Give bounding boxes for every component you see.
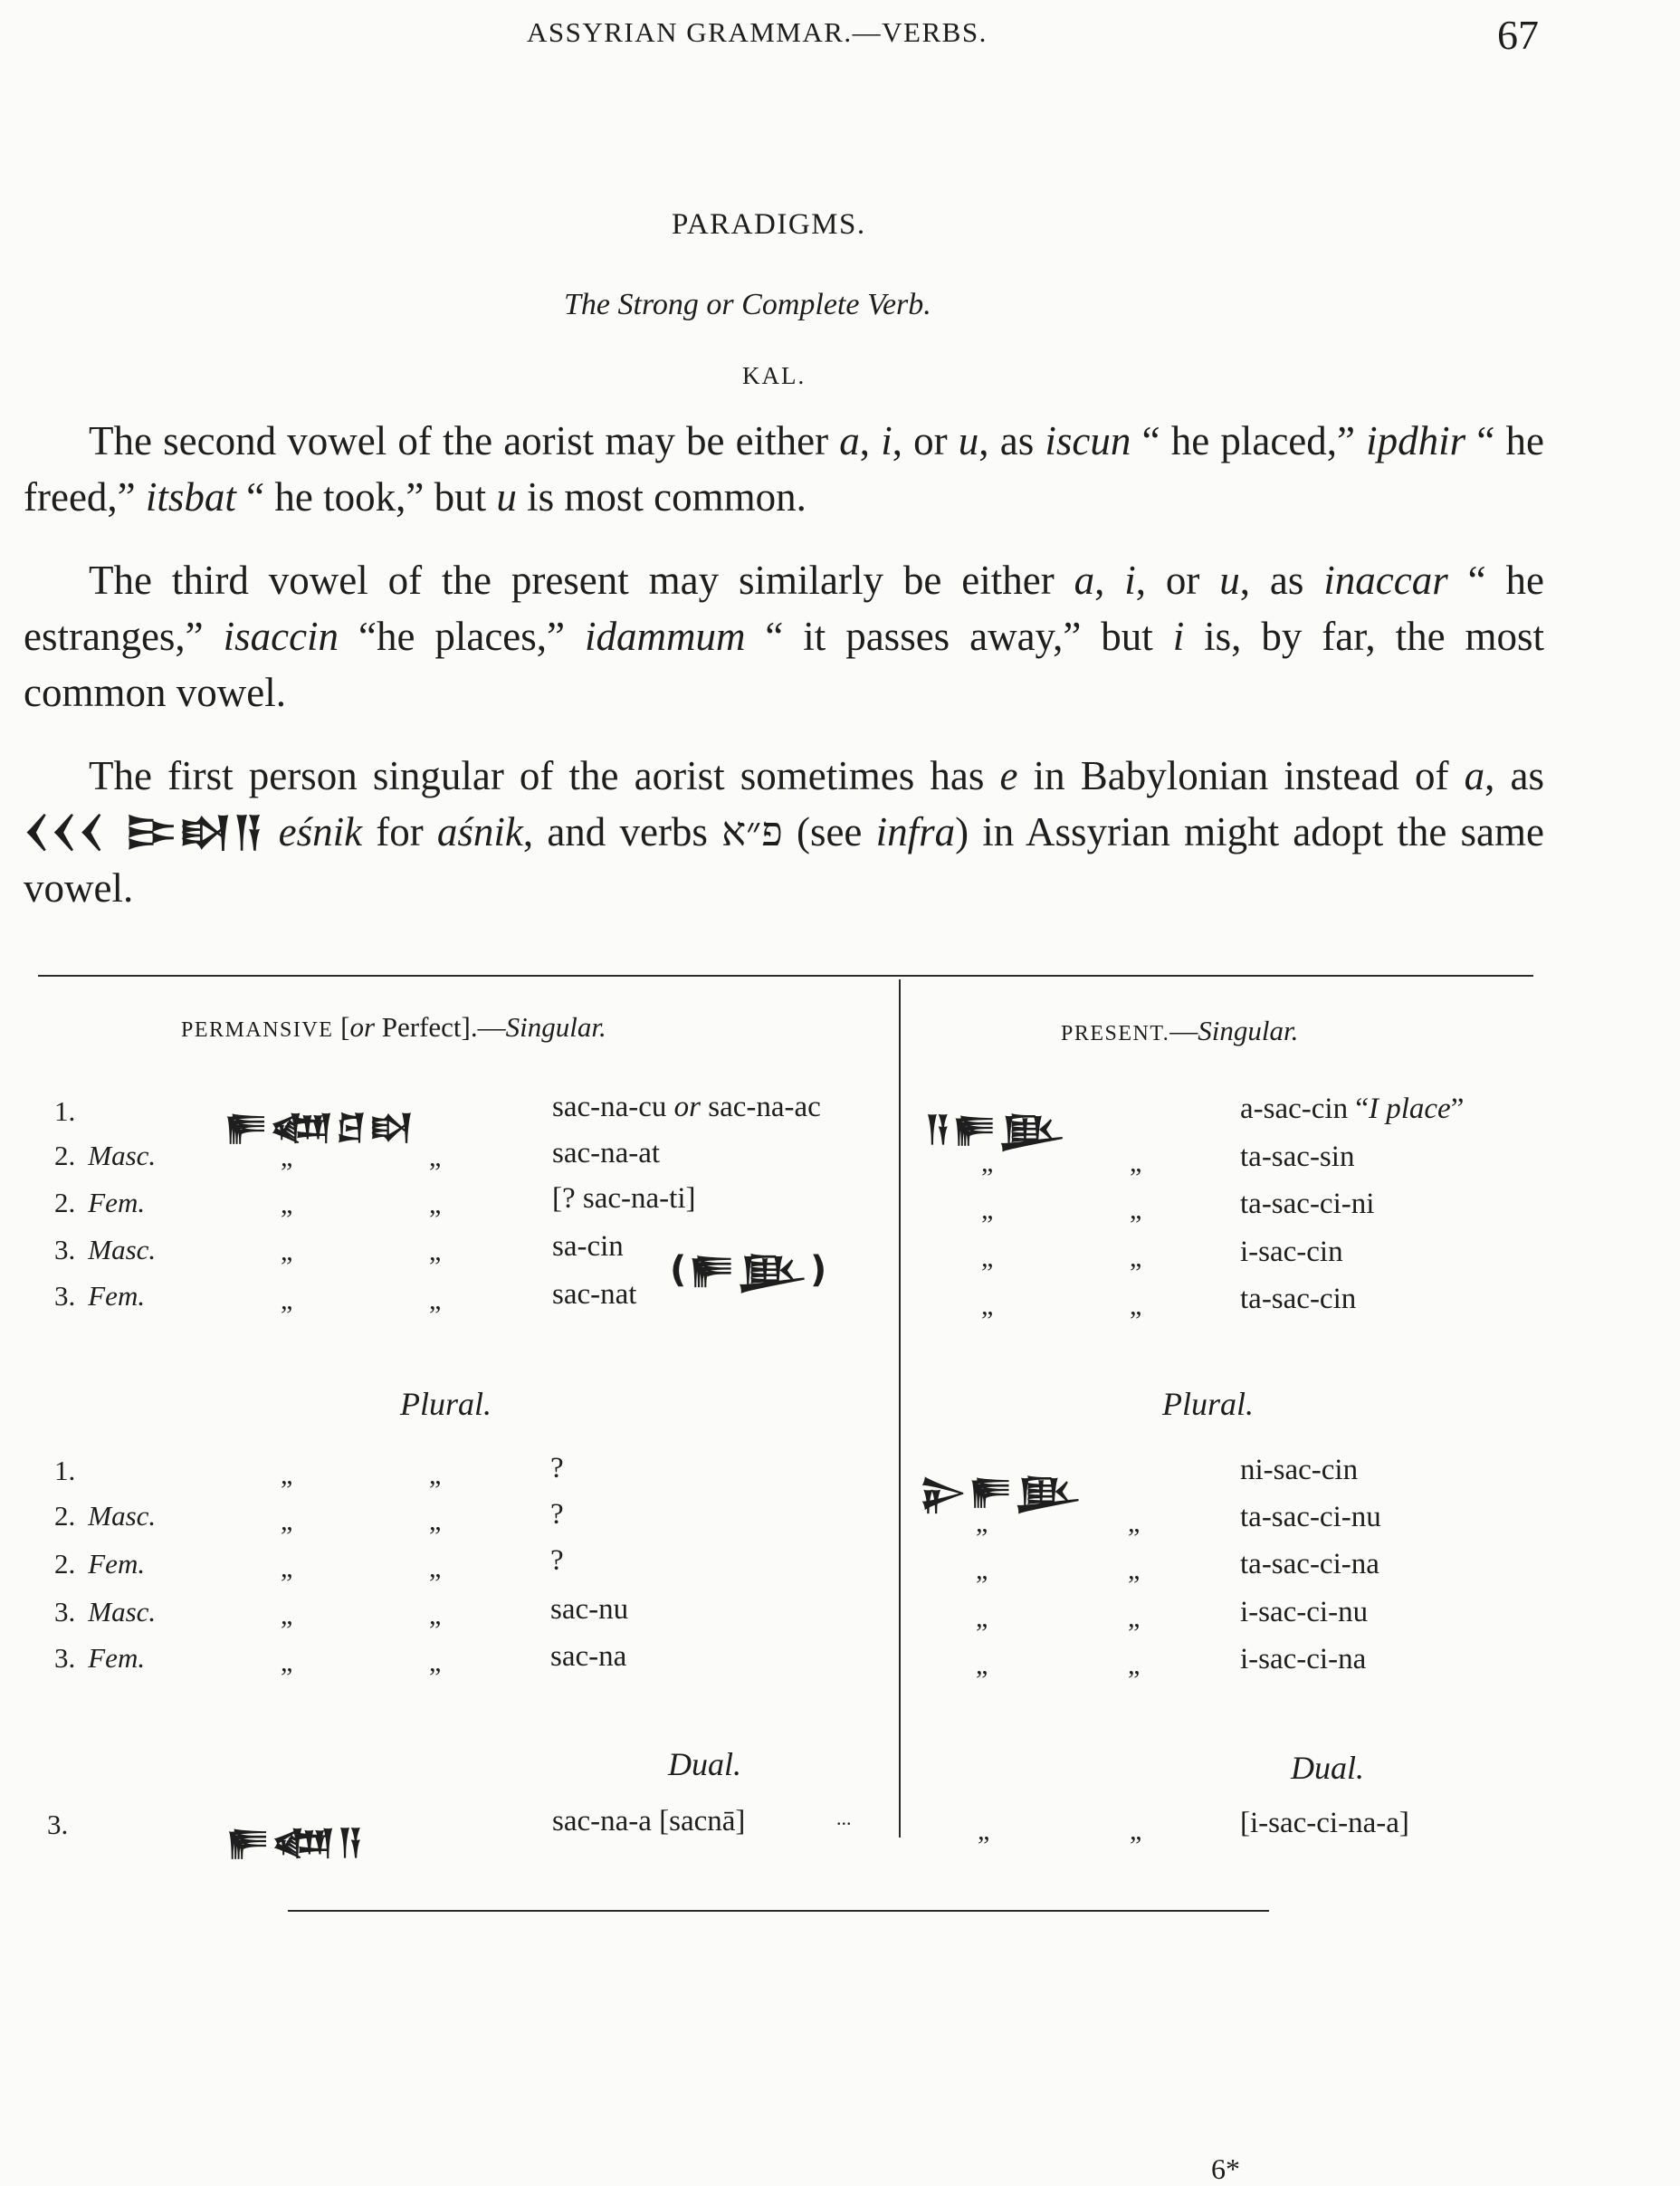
- ditto-mark: „: [429, 1460, 442, 1490]
- ditto-mark: „: [978, 1816, 990, 1846]
- permansive-header: PERMANSIVE [or Perfect].—Singular.: [181, 1011, 606, 1043]
- cuneiform-esnik-glyph: 𒌋𒌋𒌋 𒄿𒊭𒀀: [24, 807, 265, 855]
- present-sg-row1-form: a-sac-cin “I place”: [1240, 1093, 1465, 1125]
- permansive-pl-row4-form: sac-nu: [550, 1593, 629, 1626]
- permansive-sg-row4-form: sa-cin: [552, 1230, 624, 1263]
- permansive-pl-row3-form: ?: [550, 1544, 564, 1577]
- present-header: PRESENT.—Singular.: [1061, 1015, 1299, 1046]
- permansive-pl-row5-form: sac-na: [550, 1640, 627, 1673]
- present-sg-row4-form: i-sac-cin: [1240, 1236, 1343, 1268]
- permansive-sg-row2-form: sac-na-at: [552, 1137, 661, 1169]
- paragraph-first-person: The first person singular of the aorist sometimes has e in Babylonian instead of a, as 𒌋𒌋𒌋 𒄿𒊭𒀀 eśnik for aśnik, and verbs פ״א (see infra) in Assyrian might adopt the same vowel.: [24, 753, 1544, 911]
- permansive-pl-row1-form: ?: [550, 1452, 564, 1484]
- page-number: 67: [1497, 12, 1539, 58]
- ditto-mark: „: [1130, 1195, 1142, 1225]
- ditto-mark: „: [1130, 1243, 1142, 1273]
- present-pl-row5-form: i-sac-ci-na: [1240, 1643, 1367, 1675]
- cuneiform-ni-sac-cin: 𒉌𒊓𒆥: [920, 1471, 1084, 1511]
- ditto-mark: „: [1128, 1650, 1141, 1680]
- permansive-pl-row2-form: ?: [550, 1498, 564, 1531]
- ditto-mark: „: [281, 1236, 293, 1266]
- ditto-mark: „: [281, 1285, 293, 1315]
- paragraph-aorist-vowel: The second vowel of the aorist may be either a, i, or u, as iscun “ he placed,” ipdhir “ he freed,” itsbat “ he took,” but u is most common.: [24, 418, 1544, 520]
- ditto-mark: „: [976, 1603, 988, 1633]
- ditto-mark: „: [429, 1553, 442, 1583]
- ditto-mark: „: [1128, 1555, 1141, 1585]
- permansive-sg-row1-num: 1.: [54, 1095, 76, 1127]
- ditto-mark: „: [981, 1195, 994, 1225]
- permansive-sg-row1-form: sac-na-cu or sac-na-ac: [552, 1091, 821, 1123]
- paragraph-present-vowel: The third vowel of the present may similarly be either a, i, or u, as inaccar “ he estranges,” isaccin “he places,” idammum “ it passes away,” but i is, by far, the most common vowel.: [24, 558, 1545, 715]
- ditto-mark: „: [981, 1243, 994, 1273]
- ditto-mark: „: [429, 1600, 442, 1630]
- present-pl-row2-form: ta-sac-ci-nu: [1240, 1501, 1381, 1533]
- ditto-mark: „: [281, 1647, 293, 1677]
- ditto-mark: „: [429, 1647, 442, 1677]
- permansive-pl-row5-label: 3. Fem.: [54, 1642, 146, 1674]
- section-title: PARADIGMS.: [672, 208, 866, 241]
- present-pl-row3-form: ta-sac-ci-na: [1240, 1548, 1379, 1580]
- section-stem: KAL.: [742, 362, 807, 389]
- permansive-pl-row1-label: 1.: [54, 1455, 76, 1486]
- present-sg-row3-form: ta-sac-ci-ni: [1240, 1188, 1375, 1220]
- running-head: ASSYRIAN GRAMMAR.—VERBS.: [527, 16, 988, 48]
- table-column-divider: [899, 979, 901, 1838]
- ditto-mark: „: [1128, 1508, 1141, 1538]
- ditto-mark: „: [281, 1460, 293, 1490]
- ditto-mark: „: [981, 1148, 994, 1178]
- permansive-dual-form: sac-na-a [sacnā]: [552, 1805, 746, 1838]
- ditto-mark: „: [976, 1650, 988, 1680]
- ditto-mark: „: [429, 1189, 442, 1219]
- cuneiform-a-sac-cin: 𒀀𒊓𒆥: [925, 1109, 1068, 1149]
- present-pl-row4-form: i-sac-ci-nu: [1240, 1596, 1369, 1628]
- permansive-plural-label: Plural.: [400, 1386, 492, 1422]
- present-sg-row2-form: ta-sac-sin: [1240, 1141, 1355, 1173]
- table-bottom-rule: [288, 1910, 1269, 1912]
- permansive-dual-num: 3.: [47, 1809, 69, 1840]
- permansive-dual-label: Dual.: [668, 1746, 741, 1782]
- ditto-mark: „: [281, 1142, 293, 1172]
- permansive-pl-row3-label: 2. Fem.: [54, 1548, 146, 1580]
- signature-mark: 6*: [1211, 2153, 1240, 2185]
- ditto-mark: „: [429, 1142, 442, 1172]
- present-plural-label: Plural.: [1162, 1386, 1255, 1422]
- cuneiform-sa-cin-parenthetical: (𒊓𒆥): [670, 1249, 830, 1291]
- permansive-sg-row4-label: 3. Masc.: [54, 1234, 157, 1265]
- stray-marks: ...: [836, 1807, 852, 1829]
- ditto-mark: „: [1130, 1148, 1142, 1178]
- present-dual-label: Dual.: [1291, 1750, 1364, 1786]
- ditto-mark: „: [281, 1506, 293, 1536]
- ditto-mark: „: [281, 1189, 293, 1219]
- present-sg-row5-form: ta-sac-cin: [1240, 1283, 1357, 1315]
- permansive-pl-row2-label: 2. Masc.: [54, 1500, 157, 1532]
- ditto-mark: „: [976, 1508, 988, 1538]
- ditto-mark: „: [429, 1506, 442, 1536]
- present-pl-row1-form: ni-sac-cin: [1240, 1454, 1359, 1486]
- present-dual-form: [i-sac-ci-na-a]: [1240, 1807, 1409, 1839]
- ditto-mark: „: [429, 1236, 442, 1266]
- cuneiform-sac-na-cu: 𒊓𒅘𒆪𒊭: [224, 1107, 416, 1147]
- ditto-mark: „: [1128, 1603, 1141, 1633]
- ditto-mark: „: [281, 1600, 293, 1630]
- ditto-mark: „: [981, 1291, 994, 1321]
- ditto-mark: „: [281, 1553, 293, 1583]
- ditto-mark: „: [1130, 1816, 1142, 1846]
- permansive-sg-row2-label: 2. Masc.: [54, 1140, 157, 1171]
- permansive-sg-row3-label: 2. Fem.: [54, 1187, 146, 1218]
- permansive-sg-row3-form: [? sac-na-ti]: [552, 1182, 696, 1215]
- hebrew-pe-aleph: פ״א: [721, 809, 783, 854]
- cuneiform-sac-na-a: 𒊓𒅘𒀀: [226, 1822, 366, 1862]
- permansive-pl-row4-label: 3. Masc.: [54, 1596, 157, 1628]
- ditto-mark: „: [976, 1555, 988, 1585]
- table-top-rule: [38, 975, 1533, 977]
- section-subtitle: The Strong or Complete Verb.: [564, 288, 931, 321]
- ditto-mark: „: [429, 1285, 442, 1315]
- permansive-sg-row5-form: sac-nat: [552, 1278, 637, 1311]
- ditto-mark: „: [1130, 1291, 1142, 1321]
- permansive-sg-row5-label: 3. Fem.: [54, 1280, 146, 1312]
